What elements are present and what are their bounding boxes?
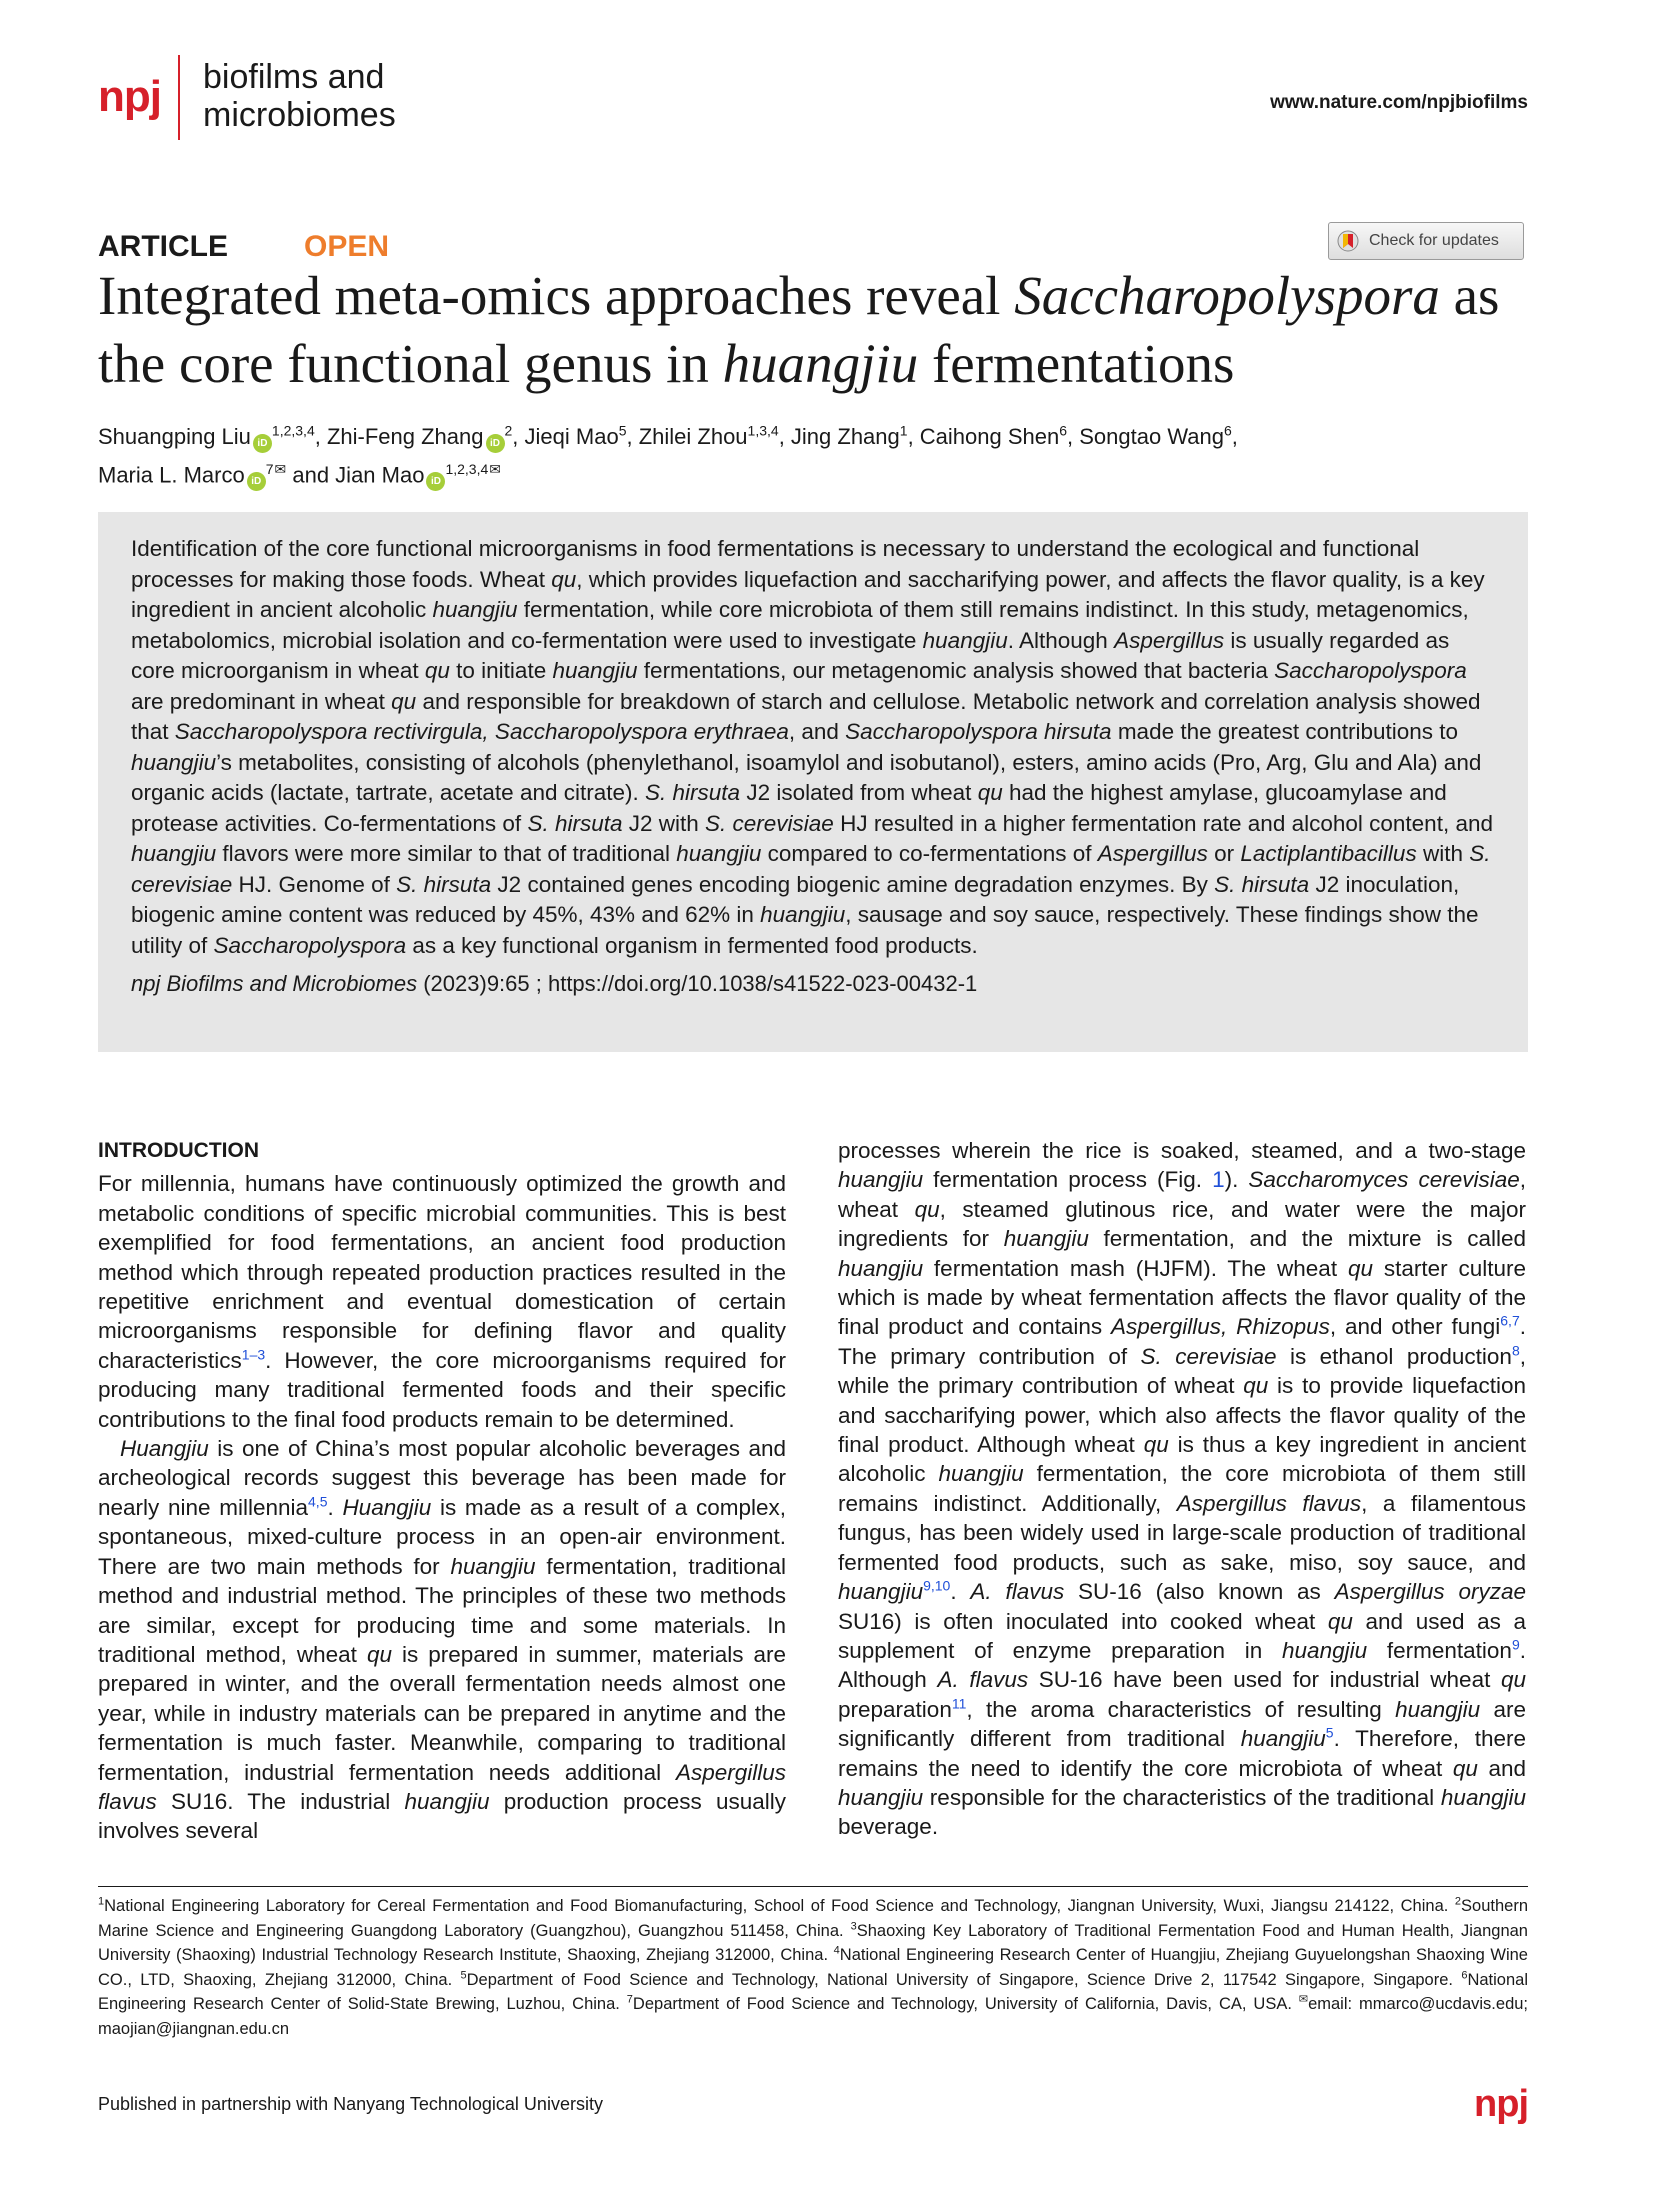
abstract-segment: . Although bbox=[1007, 627, 1115, 653]
body-text: SU-16 (also known as bbox=[1064, 1579, 1335, 1605]
author-affiliation: 5 bbox=[618, 422, 627, 439]
body-text: , while the primary contribution of wheat bbox=[838, 1343, 1526, 1399]
abstract-italic: S. cerevisiae bbox=[131, 841, 1491, 897]
body-text: ). bbox=[1224, 1167, 1249, 1193]
abstract-segment: compared to co-fermentations of bbox=[761, 841, 1098, 866]
abstract-italic: S. hirsuta bbox=[527, 810, 623, 836]
journal-name bbox=[203, 58, 396, 134]
body-italic: qu bbox=[1452, 1755, 1478, 1781]
body-italic: huangjiu bbox=[838, 1167, 924, 1193]
body-text: SU-16 have been used for industrial wheat bbox=[1028, 1667, 1501, 1693]
author-name[interactable]: and Jian Mao bbox=[286, 462, 425, 488]
body-text: fermentation mash (HJFM). The wheat bbox=[923, 1255, 1348, 1281]
body-text: fermentation, the core microbiota of them still remains indistinct. Additionally, bbox=[838, 1461, 1526, 1516]
body-text: processes wherein the rice is soaked, steamed, and a two-stage bbox=[838, 1138, 1526, 1163]
author-affiliation: 2 bbox=[504, 422, 513, 439]
abstract-segment: fermentation, while core microbiota of them still remains indistinct. In this study, metagenomics, metabolomics, microbial isolation and co-fermentation were used to investigate bbox=[131, 597, 1469, 653]
journal-logo: npj bbox=[98, 72, 161, 121]
abstract-segment: ’s metabolites, consisting of alcohols (phenylethanol, isoamylol and isobutanol), esters, amino acids (Pro, Arg, Glu and Ala) and organic acids (lactate, tartrate, acetate and citrate). bbox=[131, 749, 1482, 805]
body-text: For millennia, humans have continuously optimized the growth and metabolic conditions of specific microbial communities. This is best exemplified for food fermentations, an ancient food production method which through repeated production practices resulted in the repetitive enrichment and eventual domestication of certain microorganisms responsible for defining flavor and quality characteristics bbox=[98, 1171, 786, 1373]
article-type-label: ARTICLE bbox=[98, 230, 228, 263]
body-text: production process usually involves several bbox=[98, 1788, 786, 1844]
body-text: is one of China’s most popular alcoholic beverages and archeological records suggest this beverage has been made for nearly nine millennia bbox=[98, 1436, 786, 1520]
body-column-left bbox=[98, 1136, 786, 1846]
body-italic: huangjiu bbox=[938, 1461, 1024, 1487]
abstract-italic: Aspergillus bbox=[1097, 841, 1208, 866]
body-text: are significantly different from traditional bbox=[838, 1696, 1526, 1752]
abstract-italic: huangjiu bbox=[131, 749, 217, 775]
mail-icon[interactable]: ✉ bbox=[274, 461, 287, 477]
body-text: is thus a key ingredient in ancient alcoholic bbox=[838, 1432, 1527, 1487]
title-part3: fermentations bbox=[918, 333, 1235, 394]
abstract-segment: and responsible for breakdown of starch and cellulose. Metabolic network and correlation analysis showed that bbox=[131, 688, 1481, 744]
body-italic: A. flavus bbox=[970, 1579, 1065, 1605]
affiliation-number: 2 bbox=[1454, 1895, 1462, 1908]
author-name[interactable]: , Jieqi Mao bbox=[512, 424, 619, 449]
body-text: , and other fungi bbox=[1329, 1314, 1501, 1340]
abstract-italic: huangjiu bbox=[131, 841, 217, 866]
body-italic: Huangjiu bbox=[120, 1436, 209, 1462]
citation-line bbox=[131, 971, 1495, 997]
author-affiliation: 1 bbox=[899, 422, 908, 439]
author-affiliation: 1,2,3,4 bbox=[271, 422, 315, 439]
abstract-segment: J2 contained genes encoding biogenic amine degradation enzymes. By bbox=[491, 871, 1215, 897]
citation-ref[interactable]: 5 bbox=[1325, 1724, 1334, 1741]
open-access-label: OPEN bbox=[304, 230, 390, 263]
body-text: , the aroma characteristics of resulting bbox=[966, 1696, 1396, 1722]
body-text: is to provide liquefaction and saccharifying power, which also affects the flavor quality of the final product. Although wheat bbox=[838, 1373, 1526, 1458]
abstract-italic: S. hirsuta bbox=[396, 871, 492, 897]
abstract-italic: qu bbox=[391, 688, 417, 714]
abstract-italic: huangjiu bbox=[432, 597, 518, 622]
body-text: responsible for the characteristics of the traditional bbox=[923, 1784, 1441, 1810]
abstract-italic: qu bbox=[977, 780, 1003, 805]
affiliation-number: 3 bbox=[850, 1920, 857, 1932]
body-italic: A. flavus bbox=[937, 1667, 1029, 1693]
abstract-segment: J2 inoculation, biogenic amine content was reduced by 45%, 43% and 62% in bbox=[131, 871, 1460, 927]
abstract-segment: , sausage and soy sauce, respectively. These findings show the utility of bbox=[131, 902, 1479, 958]
body-italic: qu bbox=[1143, 1432, 1169, 1458]
author-name[interactable]: , Caihong Shen bbox=[907, 424, 1060, 449]
affiliation-number: 5 bbox=[460, 1969, 467, 1981]
body-italic: qu bbox=[1347, 1255, 1373, 1281]
author-affiliation: 1,3,4 bbox=[747, 422, 779, 439]
body-italic: huangjiu bbox=[450, 1553, 536, 1579]
abstract-segment: , which provides liquefaction and saccharifying power, and affects the flavor quality, is a key ingredient in ancient alcoholic bbox=[131, 566, 1485, 622]
body-text: . However, the core microorganisms required for producing many traditional fermented foods and their specific contributions to the final food products remain to be determined. bbox=[98, 1347, 786, 1432]
body-paragraph bbox=[98, 1434, 786, 1846]
abstract-italic: huangjiu bbox=[552, 658, 638, 683]
citation-journal: npj Biofilms and Microbiomes bbox=[131, 971, 418, 996]
citation-ref[interactable]: 9 bbox=[1511, 1636, 1520, 1653]
abstract-italic: Aspergillus bbox=[1114, 627, 1225, 653]
body-text: SU16) is often inoculated into cooked wheat bbox=[838, 1608, 1328, 1634]
body-italic: qu bbox=[1500, 1667, 1526, 1693]
author-name[interactable]: , Zhi-Feng Zhang bbox=[314, 424, 484, 449]
body-text: SU16. The industrial bbox=[156, 1788, 405, 1814]
citation-doi[interactable]: (2023)9:65 ; https://doi.org/10.1038/s41522-023-00432-1 bbox=[417, 971, 978, 996]
affiliation-text: Southern Marine Science and Engineering Guangdong Laboratory (Guangzhou), Guangzhou 511458, China. bbox=[98, 1897, 1528, 1940]
crossmark-icon bbox=[1337, 230, 1359, 252]
body-italic: S. cerevisiae bbox=[1140, 1343, 1277, 1369]
footer-partnership: Published in partnership with Nanyang Technological University bbox=[98, 2094, 603, 2114]
author-list: Shuangping Liu iD$^{1,2,3,4}$, Zhi-Feng Zhang $iD^2$, Jieqi Mao$^5$, Zhilei Zhou$^{1,3,4}$, Jing Zhang$^1$, Caihong Shen$^6$, Songtao Wang$^6$, Maria L. Marco $iD^{7✉}$ and Jian Mao $iD^{1,2,3,4✉}$ bbox=[98, 420, 1538, 491]
abstract-segment: Identification of the core functional microorganisms in food fermentations is necessary to understand the ecological and functional processes for making those foods. Wheat bbox=[131, 536, 1420, 592]
abstract-segment: , and bbox=[788, 719, 846, 744]
footer-logo: npj bbox=[1474, 2083, 1528, 2125]
affiliation-text: National Engineering Research Center of Huangjiu, Zhejiang Guyuelongshan Shaoxing Wine CO., LTD, Shaoxing, Zhejiang 312000, China. bbox=[98, 1946, 1528, 1989]
affiliation-text: Department of Food Science and Technology, National University of Singapore, Science Drive 2, 117542 Singapore, Singapore. bbox=[466, 1970, 1462, 1989]
title-italic2: huangjiu bbox=[722, 333, 919, 394]
body-text: preparation bbox=[838, 1696, 952, 1722]
body-italic: Aspergillus, Rhizopus bbox=[1110, 1314, 1330, 1340]
body-text: is ethanol production bbox=[1276, 1343, 1512, 1369]
mail-icon: ✉ bbox=[1298, 1993, 1309, 2006]
citation-ref[interactable]: 9,10 bbox=[923, 1577, 951, 1594]
citation-ref[interactable]: 11 bbox=[951, 1695, 967, 1712]
orcid-icon[interactable]: iD bbox=[253, 434, 272, 453]
affiliations-footnote bbox=[98, 1894, 1528, 2041]
author-affiliation: 7 bbox=[265, 461, 274, 477]
corresponding-email[interactable]: email: mmarco@ucdavis.edu; maojian@jiangnan.edu.cn bbox=[98, 1995, 1529, 2038]
abstract-segment: as a key functional organism in fermented food products. bbox=[406, 932, 978, 958]
affiliation-number: 6 bbox=[1461, 1969, 1468, 1981]
abstract-italic: Saccharopolyspora rectivirgula, Saccharopolyspora erythraea bbox=[174, 719, 789, 744]
body-text: fermentation process (Fig. bbox=[923, 1167, 1213, 1193]
abstract-box bbox=[98, 512, 1528, 1052]
section-heading: INTRODUCTION bbox=[98, 1139, 259, 1162]
body-text: starter culture which is made by wheat fermentation affects the flavor quality of the final product and contains bbox=[838, 1255, 1526, 1340]
journal-name-line2: microbiomes bbox=[203, 96, 396, 134]
body-text: , steamed glutinous rice, and water were the major ingredients for bbox=[838, 1196, 1526, 1252]
body-text: . bbox=[950, 1579, 971, 1605]
title-part2: as the core functional genus in bbox=[98, 265, 1500, 394]
body-italic: Huangjiu bbox=[342, 1494, 432, 1520]
body-italic: huangjiu bbox=[1440, 1784, 1526, 1810]
mail-icon[interactable]: ✉ bbox=[489, 461, 502, 477]
abstract-italic: huangjiu bbox=[676, 841, 762, 866]
title-italic1: Saccharopolyspora bbox=[1014, 265, 1440, 326]
body-column-right bbox=[838, 1136, 1526, 1842]
body-italic: Aspergillus flavus bbox=[1176, 1490, 1362, 1516]
abstract-italic: qu bbox=[551, 566, 577, 592]
body-text: fermentation bbox=[1367, 1637, 1512, 1663]
body-text: . Although bbox=[838, 1637, 1527, 1693]
orcid-icon[interactable]: iD bbox=[426, 472, 445, 491]
abstract-segment: are predominant in wheat bbox=[131, 688, 392, 714]
author-affiliation: 6 bbox=[1224, 422, 1232, 439]
affiliation-text: Department of Food Science and Technology, University of California, Davis, CA, USA. bbox=[632, 1995, 1299, 2013]
body-italic: qu bbox=[1327, 1608, 1353, 1634]
body-italic: qu bbox=[366, 1641, 392, 1667]
body-text: , a filamentous fungus, has been widely used in large-scale production of traditional fermented food products, such as sake, miso, soy sauce, and bbox=[838, 1490, 1527, 1575]
body-italic: huangjiu bbox=[1282, 1637, 1368, 1663]
abstract-segment: to initiate bbox=[449, 658, 553, 683]
citation-ref[interactable]: 8 bbox=[1511, 1342, 1520, 1359]
abstract-italic: huangjiu bbox=[760, 902, 846, 927]
citation-ref[interactable]: 6,7 bbox=[1500, 1312, 1520, 1329]
body-text: . bbox=[327, 1494, 343, 1520]
body-text: beverage. bbox=[838, 1814, 939, 1840]
body-italic: qu bbox=[1243, 1373, 1269, 1399]
body-italic: huangjiu bbox=[1003, 1226, 1089, 1252]
body-italic: huangjiu bbox=[838, 1255, 924, 1281]
affiliation-text: Shaoxing Key Laboratory of Traditional Fermentation Food and Human Health, Jiangnan University (Shaoxing) Industrial Technology Research Institute, Shaoxing, Zhejiang 312000, China. bbox=[98, 1921, 1528, 1964]
author-name[interactable]: Maria L. Marco bbox=[98, 462, 245, 488]
body-text: . Therefore, there remains the need to identify the core microbiota of wheat bbox=[838, 1726, 1526, 1781]
author-name[interactable]: , Jing Zhang bbox=[778, 424, 900, 449]
check-for-updates-button[interactable] bbox=[1328, 222, 1524, 260]
figure-ref[interactable]: 1 bbox=[1212, 1167, 1225, 1193]
abstract-segment: fermentations, our metagenomic analysis showed that bacteria bbox=[637, 658, 1275, 683]
abstract-italic: Lactiplantibacillus bbox=[1240, 841, 1417, 866]
body-text: is made as a result of a complex, spontaneous, mixed-culture process in an open-air environment. There are two main methods for bbox=[98, 1494, 786, 1579]
abstract-italic: Saccharopolyspora hirsuta bbox=[845, 719, 1112, 744]
affiliation-number: 1 bbox=[98, 1895, 105, 1908]
journal-name-line1: biofilms and bbox=[203, 58, 385, 96]
body-paragraph bbox=[98, 1169, 786, 1434]
abstract-segment: with bbox=[1416, 841, 1470, 866]
abstract-segment: J2 with bbox=[622, 810, 706, 836]
citation-ref[interactable]: 1–3 bbox=[241, 1346, 266, 1363]
article-title bbox=[98, 262, 1538, 398]
body-text: . The primary contribution of bbox=[838, 1314, 1526, 1369]
body-italic: huangjiu bbox=[404, 1788, 490, 1814]
affiliation-text: National Engineering Research Center of Solid-State Brewing, Luzhou, China. bbox=[98, 1970, 1528, 2013]
body-text: , wheat bbox=[838, 1167, 1527, 1222]
body-italic: huangjiu bbox=[838, 1579, 924, 1605]
body-italic: Aspergillus oryzae bbox=[1334, 1579, 1526, 1605]
body-italic: huangjiu bbox=[1395, 1696, 1481, 1722]
check-for-updates-label: Check for updates bbox=[1369, 232, 1499, 249]
abstract-italic: Saccharopolyspora bbox=[213, 932, 407, 958]
citation-ref[interactable]: 4,5 bbox=[308, 1493, 328, 1510]
body-italic: qu bbox=[914, 1196, 940, 1222]
body-italic: huangjiu bbox=[1240, 1726, 1326, 1752]
body-text: is prepared in summer, materials are prepared in winter, and the overall fermentation needs almost one year, while in industry materials can be prepared in anytime and the fermentation is much faster. Meanwhile, comparing to traditional fermentation, industrial fermentation needs additional bbox=[98, 1641, 786, 1785]
author-name[interactable]: , Songtao Wang bbox=[1067, 424, 1224, 449]
abstract-segment: J2 isolated from wheat bbox=[740, 780, 978, 805]
affiliation-text: National Engineering Laboratory for Cereal Fermentation and Food Biomanufacturing, School of Food Science and Technology, Jiangnan University, Wuxi, Jiangsu 214122, China. bbox=[104, 1897, 1455, 1915]
abstract-segment: flavors were more similar to that of traditional bbox=[216, 841, 677, 866]
header-divider bbox=[178, 55, 180, 140]
abstract-italic: huangjiu bbox=[922, 627, 1008, 653]
body-italic: Saccharomyces cerevisiae bbox=[1248, 1167, 1520, 1193]
orcid-icon[interactable]: iD bbox=[247, 472, 266, 491]
abstract-segment: or bbox=[1207, 841, 1241, 866]
abstract-segment: HJ. Genome of bbox=[232, 871, 397, 897]
abstract-italic: qu bbox=[424, 658, 450, 683]
footnote-divider bbox=[98, 1886, 1528, 1887]
abstract-italic: S. hirsuta bbox=[645, 780, 741, 805]
body-text: fermentation, traditional method and industrial method. The principles of these two methods are similar, except for producing time and some materials. In traditional method, wheat bbox=[98, 1553, 786, 1667]
author-affiliation: 1,2,3,4 bbox=[445, 461, 489, 477]
body-italic: huangjiu bbox=[838, 1784, 924, 1810]
body-paragraph bbox=[838, 1136, 1526, 1842]
abstract-italic: S. hirsuta bbox=[1214, 871, 1310, 897]
journal-url[interactable]: www.nature.com/npjbiofilms bbox=[1270, 92, 1528, 113]
body-text: and bbox=[1477, 1755, 1526, 1781]
abstract-segment: had the highest amylase, glucoamylase and protease activities. Co-fermentations of bbox=[131, 780, 1447, 836]
affiliation-number: 4 bbox=[833, 1944, 840, 1957]
body-text: fermentation, and the mixture is called bbox=[1088, 1226, 1526, 1252]
author-affiliation: 6 bbox=[1059, 422, 1068, 439]
abstract-segment: made the greatest contributions to bbox=[1111, 719, 1459, 744]
abstract-segment: is usually regarded as core microorganism in wheat bbox=[131, 627, 1450, 683]
author-name[interactable]: , Zhilei Zhou bbox=[626, 424, 748, 449]
abstract-segment: HJ resulted in a higher fermentation rate and alcohol content, and bbox=[833, 810, 1493, 836]
title-part1: Integrated meta-omics approaches reveal bbox=[98, 265, 1015, 326]
body-italic: Aspergillus flavus bbox=[98, 1759, 786, 1814]
author-name[interactable]: Shuangping Liu bbox=[98, 424, 251, 449]
abstract-text bbox=[131, 534, 1495, 961]
abstract-italic: S. cerevisiae bbox=[705, 810, 834, 836]
abstract-italic: Saccharopolyspora bbox=[1274, 658, 1467, 683]
body-text: and used as a supplement of enzyme preparation in bbox=[838, 1608, 1526, 1663]
orcid-icon[interactable]: iD bbox=[486, 434, 505, 453]
affiliation-number: 7 bbox=[626, 1993, 633, 2006]
